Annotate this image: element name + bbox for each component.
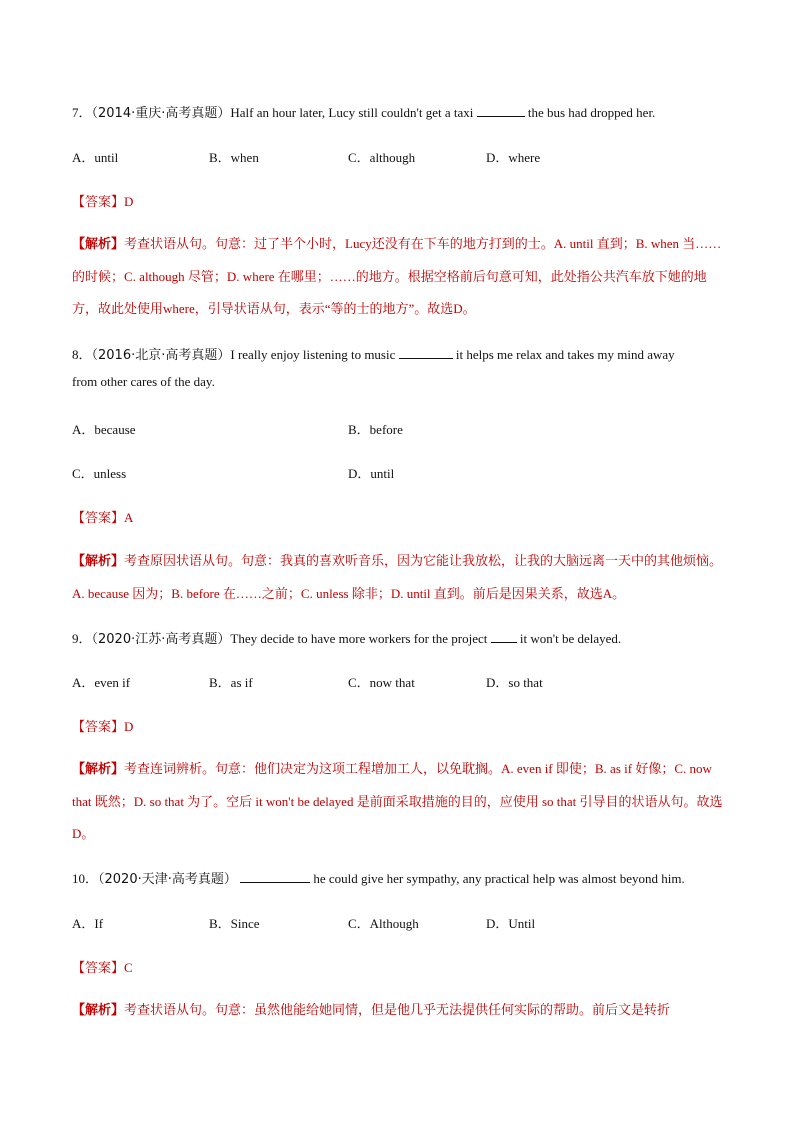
option-a: A．even if: [72, 675, 131, 690]
explanation-10: 【解析】考查状语从句。句意：虽然他能给她同情，但是他几乎无法提供任何实际的帮助。前后文是转折: [72, 1002, 671, 1018]
question-source: （2014·重庆·高考真题）: [91, 106, 231, 121]
question-8-stem: 8．（2016·北京·高考真题）I really enjoy listening to music it helps me relax and takes my mind away: [72, 347, 675, 363]
option-a: A．because: [72, 422, 136, 437]
question-10-stem: 10．（2020·天津·高考真题） he could give her sympathy, any practical help was almost beyond him.: [72, 871, 685, 887]
answer-blank: [399, 347, 453, 359]
option-a: A．until: [72, 150, 119, 165]
question-number: 10．: [72, 871, 99, 886]
answer-9: 【答案】D: [72, 719, 134, 735]
answer-blank: [491, 631, 517, 643]
question-8-stem-cont: from other cares of the day.: [72, 374, 215, 389]
option-a: A．If: [72, 916, 104, 931]
explanation-9: 【解析】考查连词辨析。句意：他们决定为这项工程增加工人，以免耽搁。A. even if 即使；B. as if 好像；C. now that 既然；D. so that 为了。空后 it won't be delayed 是前面采取措施的目的，应使用 so that 引导目的状语从句。故选D。: [72, 761, 723, 841]
explanation-7: 【解析】考查状语从句。句意：过了半个小时，Lucy还没有在下车的地方打到的士。A. until 直到；B. when 当……的时候；C. although 尽管；D. where 在哪里；……的地方。根据空格前后句意可知，此处指公共汽车放下她的地方，故此处使用where，引导状语从句，表示“等的士的地方”。故选D。: [72, 236, 722, 316]
explanation-8: 【解析】考查原因状语从句。句意：我真的喜欢听音乐，因为它能让我放松，让我的大脑远离一天中的其他烦恼。A. because 因为；B. before 在……之前；C. unless 除非；D. until 直到。前后是因果关系，故选A。: [72, 553, 723, 601]
option-d: D．Until: [486, 916, 536, 931]
option-b: B．when: [209, 150, 259, 165]
option-c: C．although: [348, 150, 416, 165]
answer-8: 【答案】A: [72, 510, 134, 526]
question-source: （2020·江苏·高考真题）: [91, 632, 231, 647]
option-c: C．unless: [72, 466, 127, 481]
question-7-stem: 7．（2014·重庆·高考真题）Half an hour later, Lucy still couldn't get a taxi the bus had dropped her.: [72, 105, 656, 121]
option-d: D．until: [348, 466, 395, 481]
option-d: D．where: [486, 150, 541, 165]
answer-blank: [240, 871, 310, 883]
option-b: B．before: [348, 422, 403, 437]
question-9-stem: 9．（2020·江苏·高考真题）They decide to have more workers for the project it won't be delayed.: [72, 631, 622, 647]
question-number: 9．: [72, 631, 92, 646]
option-b: B．as if: [209, 675, 253, 690]
answer-blank: [477, 105, 525, 117]
option-c: C．Although: [348, 916, 419, 931]
question-number: 8．: [72, 347, 92, 362]
answer-7: 【答案】D: [72, 194, 134, 210]
option-d: D．so that: [486, 675, 543, 690]
question-number: 7．: [72, 105, 92, 120]
answer-10: 【答案】C: [72, 960, 133, 976]
option-b: B．Since: [209, 916, 260, 931]
option-c: C．now that: [348, 675, 415, 690]
question-source: （2020·天津·高考真题）: [98, 872, 237, 887]
question-source: （2016·北京·高考真题）: [91, 348, 231, 363]
